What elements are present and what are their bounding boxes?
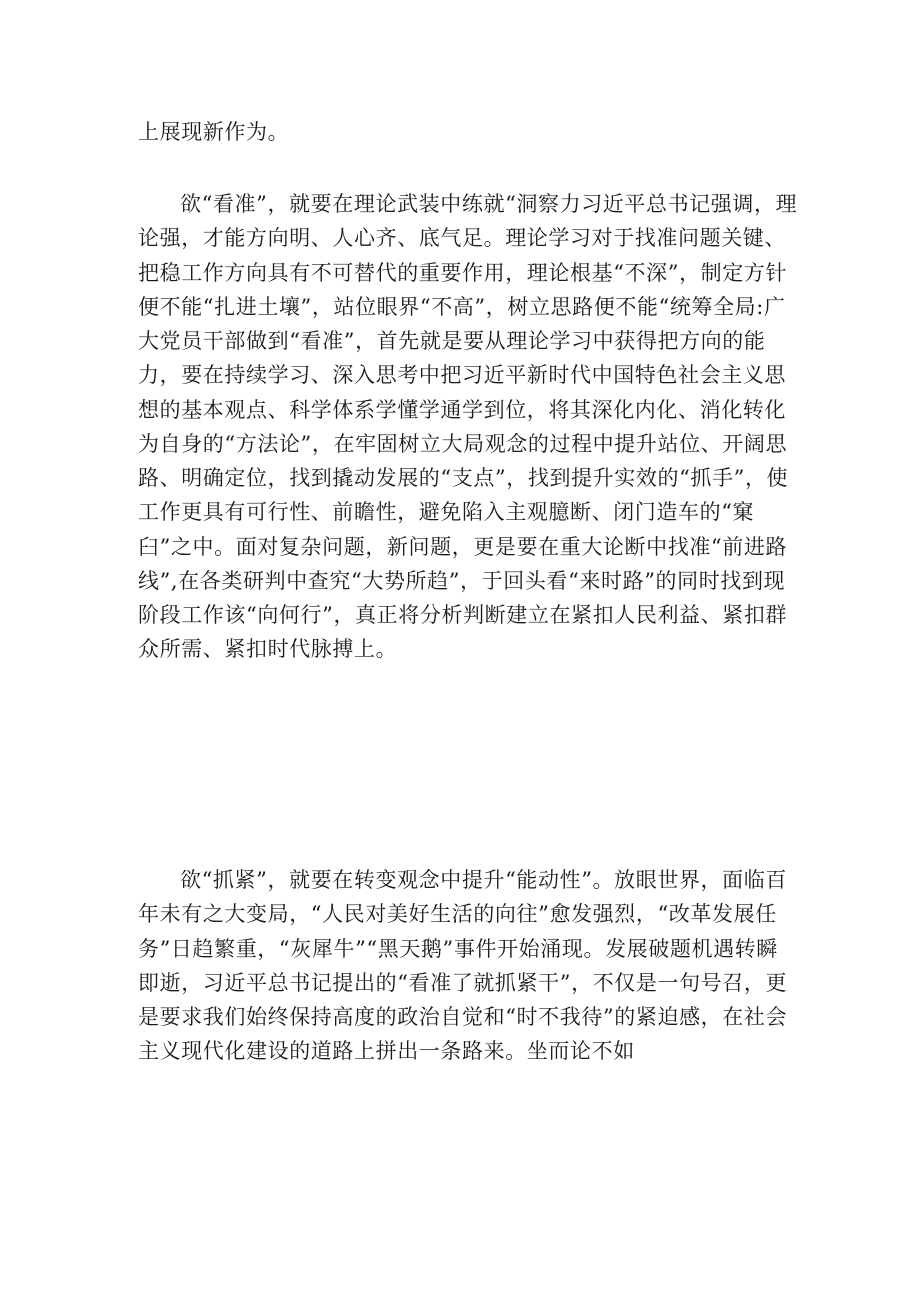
paragraph-zhuajin: 欲“抓紧”，就要在转变观念中提升“能动性”。放眼世界，面临百年未有之大变局，“人民对美好生活的向往”愈发强烈，“改革发展任务”日趋繁重，“灰犀牛”“黑天鹅”事件开始涌现。发展破题机遇转瞬即逝，习近平总书记提出的“看准了就抓紧干”，不仅是一句号召，更是要求我们始终保持高度的政治自觉和“时不我待”的紧迫感，在社会主义现代化建设的道路上拼出一条路来。坐而论不如 — [138, 868, 788, 1064]
paragraph-kanzhun: 欲“看准”，就要在理论武装中练就“洞察力习近平总书记强调，理论强，才能方向明、人心齐、底气足。理论学习对于找准问题关键、把稳工作方向具有不可替代的重要作用，理论根基“不深”，制定方针便不能“扎进土壤”，站位眼界“不高”，树立思路便不能“统筹全局:广大党员干部做到“看准”，首先就是要从理论学习中获得把方向的能力，要在持续学习、深入思考中把习近平新时代中国特色社会主义思想的基本观点、科学体系学懂学通学到位，将其深化内化、消化转化为自身的“方法论”，在牢固树立大局观念的过程中提升站位、开阔思路、明确定位，找到撬动发展的“支点”，找到提升实效的“抓手”，使工作更具有可行性、前瞻性，避免陷入主观臆断、闭门造车的“窠臼”之中。面对复杂问题，新问题，更是要在重大论断中找准“前进路线”,在各类研判中查究“大势所趋”，于回头看“来时路”的同时找到现阶段工作该“向何行”，真正将分析判断建立在紧扣人民利益、紧扣群众所需、紧扣时代脉搏上。 — [138, 192, 798, 662]
paragraph-continuation: 上展现新作为。 — [138, 120, 290, 144]
